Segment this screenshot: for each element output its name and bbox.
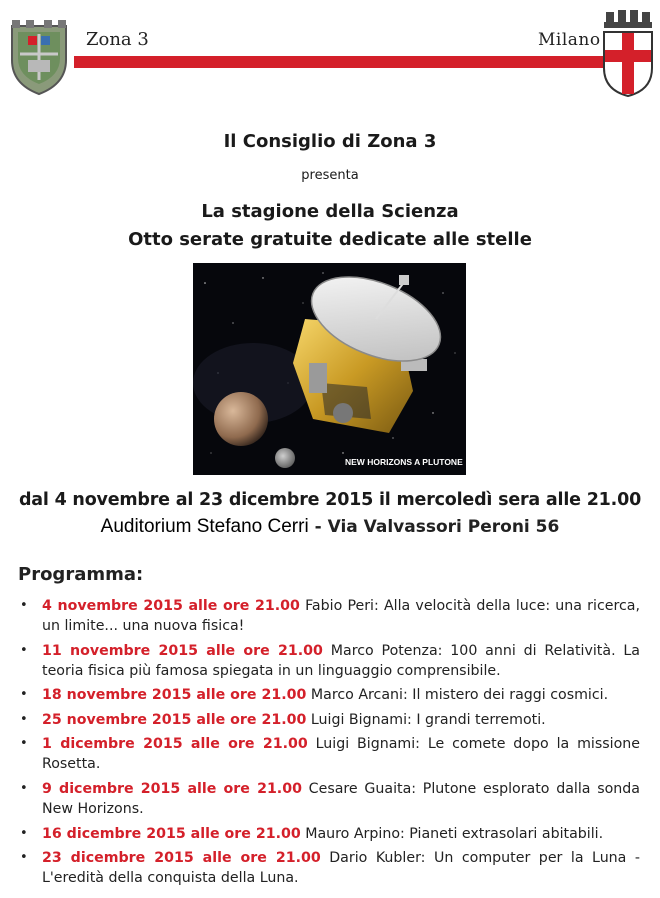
season-subtitle: Otto serate gratuite dedicate alle stelle <box>128 229 532 250</box>
event-date: 18 novembre 2015 alle ore 21.00 <box>42 687 307 704</box>
event-date: 4 novembre 2015 alle ore 21.00 <box>42 598 300 614</box>
bullet-icon: • <box>20 825 28 841</box>
bullet-icon: • <box>20 642 28 658</box>
event-description: Marco Potenza: 100 anni di Relatività. La teoria fisica più famosa spiegata in un linguaggio comprensibile. <box>42 642 640 679</box>
venue-address: - Via Valvassori Peroni 56 <box>308 517 560 537</box>
image-caption: NEW HORIZONS A PLUTONE <box>345 457 463 467</box>
event-description: Marco Arcani: Il mistero dei raggi cosmici. <box>306 687 609 704</box>
program-title: Programma: <box>18 564 144 585</box>
event-date: 23 dicembre 2015 alle ore 21.00 <box>42 850 321 867</box>
event-description: Dario Kubler: Un computer per la Luna - L'eredità della conquista della Luna. <box>42 850 641 887</box>
event-date: 1 dicembre 2015 alle ore 21.00 <box>42 736 308 753</box>
schedule-dates: dal 4 novembre al 23 dicembre 2015 il mercoledì sera alle 21.00 <box>18 490 642 510</box>
milano-crest-icon <box>600 10 656 98</box>
city-label: Milano <box>538 30 601 50</box>
bullet-icon: • <box>20 598 28 613</box>
list-item <box>18 734 640 774</box>
bullet-icon: • <box>20 850 28 866</box>
event-description: Cesare Guaita: Plutone esplorato dalla sonda New Horizons. <box>42 780 640 817</box>
list-item <box>18 824 640 844</box>
event-description: Luigi Bignami: I grandi terremoti. <box>306 711 546 728</box>
event-date: 25 novembre 2015 alle ore 21.00 <box>42 711 307 728</box>
header-red-rule <box>74 56 608 68</box>
list-item <box>18 710 640 730</box>
list-item <box>18 685 640 705</box>
event-date: 11 novembre 2015 alle ore 21.00 <box>42 642 323 659</box>
page-header <box>0 0 660 100</box>
zona-label: Zona 3 <box>86 29 149 50</box>
council-heading: Il Consiglio di Zona 3 <box>223 131 437 152</box>
bullet-icon: • <box>20 687 28 703</box>
program-list <box>18 596 640 893</box>
venue-name: Auditorium Stefano Cerri <box>100 516 309 537</box>
new-horizons-image <box>193 263 466 475</box>
list-item <box>18 596 640 636</box>
venue-line <box>0 516 660 538</box>
presents-text: presenta <box>301 168 359 183</box>
event-date: 16 dicembre 2015 alle ore 21.00 <box>42 825 301 842</box>
bullet-icon: • <box>20 711 28 727</box>
bullet-icon: • <box>20 736 28 752</box>
list-item <box>18 848 640 888</box>
event-description: Mauro Arpino: Pianeti extrasolari abitabili. <box>300 825 604 842</box>
event-description: Fabio Peri: Alla velocità della luce: una ricerca, un limite... una nuova fisica! <box>42 598 640 634</box>
bullet-icon: • <box>20 780 28 796</box>
list-item <box>18 779 640 819</box>
event-description: Luigi Bignami: Le comete dopo la missione Rosetta. <box>42 736 640 773</box>
season-title: La stagione della Scienza <box>201 201 459 222</box>
zona3-crest-icon <box>6 18 72 96</box>
event-date: 9 dicembre 2015 alle ore 21.00 <box>42 780 302 797</box>
list-item <box>18 641 640 681</box>
